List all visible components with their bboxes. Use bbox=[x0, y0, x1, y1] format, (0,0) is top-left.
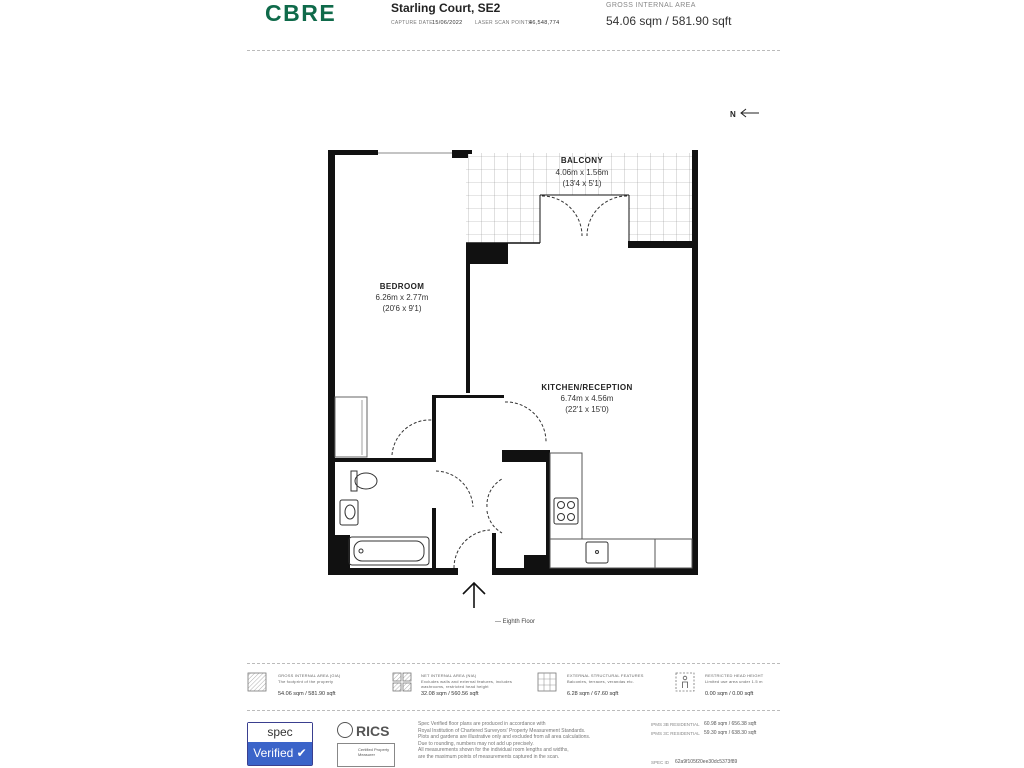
hatched-blocks-icon bbox=[392, 672, 412, 692]
person-height-icon bbox=[675, 672, 695, 692]
spec-logo bbox=[248, 723, 312, 742]
property-address: Starling Court, SE2 bbox=[391, 1, 501, 15]
legend-gia-value: 54.06 sqm / 581.90 sqft bbox=[278, 691, 336, 697]
verified-bar bbox=[248, 742, 312, 765]
legend-gia-title: GROSS INTERNAL AREA (GIA) bbox=[278, 673, 341, 678]
legend-nia-desc: Excludes walls and external features, includes washrooms, restricted head height bbox=[421, 679, 513, 689]
hatched-square-icon bbox=[247, 672, 267, 692]
brand-logo: CBRE bbox=[265, 0, 337, 26]
balcony-metric: 4.06m x 1.56m bbox=[555, 168, 609, 177]
kitchen-title: KITCHEN/RECEPTION bbox=[541, 383, 633, 392]
legend-external-value: 6.28 sqm / 67.60 sqft bbox=[567, 691, 619, 697]
disclaimer-line: Spec Verified floor plans are produced in accordance with bbox=[418, 721, 546, 727]
disclaimer-line: All measurements shown for the individual room lengths and widths, bbox=[418, 747, 569, 753]
balcony-title: BALCONY bbox=[560, 156, 604, 165]
floor-label: — Eighth Floor bbox=[495, 619, 536, 625]
check-icon: ✔ bbox=[296, 746, 307, 760]
disclaimer bbox=[418, 721, 643, 760]
rics-emblem-icon bbox=[337, 722, 353, 738]
laser-scan-label: LASER SCAN POINTS bbox=[475, 20, 532, 26]
spec-id-value: 62a9f105f20ee30dc5373f89 bbox=[675, 759, 738, 765]
grid-square-icon bbox=[537, 672, 557, 692]
legend-gia-desc: The footprint of the property bbox=[278, 679, 334, 684]
compass-letter: N bbox=[730, 110, 736, 119]
legend-external-title: EXTERNAL STRUCTURAL FEATURES bbox=[567, 673, 644, 678]
legend-nia bbox=[392, 672, 412, 697]
laser-scan-value: 46,548,774 bbox=[529, 20, 560, 26]
legend-restricted-title: RESTRICTED HEAD HEIGHT bbox=[705, 673, 764, 678]
bedroom-metric: 6.26m x 2.77m bbox=[375, 293, 429, 302]
kitchen-metric: 6.74m x 4.56m bbox=[560, 394, 614, 403]
entrance-arrow-icon bbox=[463, 583, 485, 608]
disclaimer-line: are the maximum points of measurements captured in the scan. bbox=[418, 753, 560, 760]
legend-nia-title: NET INTERNAL AREA (NIA) bbox=[421, 673, 477, 678]
ipms-3b-label: IPMS 3B RESIDENTIAL bbox=[651, 722, 700, 727]
footer-divider bbox=[247, 710, 780, 712]
gia-value: 54.06 sqm / 581.90 sqft bbox=[606, 14, 732, 28]
ipms-3c-value: 59.30 sqm / 638.30 sqft bbox=[704, 730, 757, 736]
spec-verified-badge bbox=[247, 722, 313, 766]
hob-icon bbox=[554, 498, 578, 524]
kitchen-imperial: (22'1 x 15'0) bbox=[565, 405, 609, 414]
rics-logo: RICS bbox=[337, 722, 389, 739]
capture-date-value: 15/06/2022 bbox=[432, 20, 463, 26]
legend-external-desc: Balconies, terraces, verandas etc. bbox=[567, 679, 635, 684]
gia-label: GROSS INTERNAL AREA bbox=[606, 2, 696, 9]
balcony-imperial: (13'4 x 5'1) bbox=[562, 179, 602, 188]
sink-icon bbox=[586, 542, 608, 563]
disclaimer-line: Plots and gardens are illustrative only and excluded from all area calculations. bbox=[418, 734, 591, 740]
disclaimer-line: Royal Institution of Chartered Surveyors' Property Measurement Standards. bbox=[418, 727, 586, 734]
verified-word: Verified bbox=[253, 746, 294, 760]
bathtub-icon bbox=[349, 537, 429, 565]
rics-badge-text: Certified Property Measurer bbox=[358, 747, 390, 757]
legend-restricted bbox=[675, 672, 695, 697]
spec-id-label: SPEC ID bbox=[651, 760, 670, 765]
ipms-3b-value: 60.98 sqm / 656.38 sqft bbox=[704, 721, 757, 727]
bedroom-title: BEDROOM bbox=[379, 282, 425, 291]
spec-word: spec bbox=[267, 725, 293, 739]
rics-certified-badge bbox=[337, 743, 395, 767]
compass-icon bbox=[730, 109, 759, 119]
legend-restricted-desc: Limited use area under 1.5 m bbox=[705, 679, 763, 684]
capture-date-label: CAPTURE DATE bbox=[391, 20, 433, 26]
legend-divider bbox=[247, 663, 780, 665]
ipms-3c-label: IPMS 3C RESIDENTIAL bbox=[651, 731, 700, 736]
toilet-icon bbox=[351, 471, 377, 491]
legend-gia bbox=[247, 672, 267, 697]
basin-icon bbox=[340, 500, 358, 525]
legend-external bbox=[537, 672, 557, 697]
bedroom-imperial: (20'6 x 9'1) bbox=[382, 304, 422, 313]
legend-restricted-value: 0.00 sqm / 0.00 sqft bbox=[705, 691, 754, 697]
legend-nia-value: 32.08 sqm / 560.56 sqft bbox=[421, 691, 479, 697]
disclaimer-line: Due to rounding, numbers may not add up precisely. bbox=[418, 740, 534, 747]
